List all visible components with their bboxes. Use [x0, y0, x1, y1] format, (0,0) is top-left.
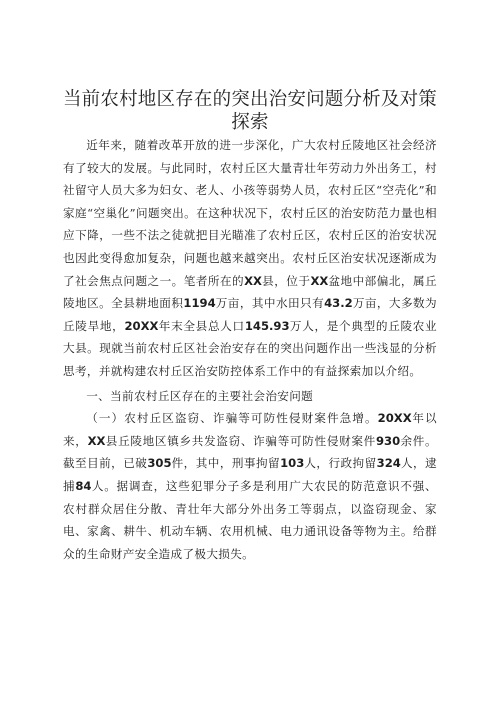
numeric-value: 324 [376, 456, 401, 471]
case-paragraph [63, 407, 437, 565]
text-run: 县丘陵地区镇乡共发盗窃、诈骗等可防性侵财案件 [105, 433, 376, 448]
text-run: 万人，是个典型的丘陵农业大县。现就当前农村丘区社会治安存在的突出问题作出一些浅显的分析思考，并就构建农村丘区治安防控体系工作中的有益探索加以介绍。 [63, 318, 437, 378]
text-run: 余件。截至目前，已破 [63, 433, 437, 471]
text-run: 年末全县总人口 [158, 318, 245, 333]
document-body [63, 134, 437, 565]
text-run: 近年来，随着改革开放的进一步深化，广大农村丘陵地区社会经济有了较大的发展。与此同时，农村丘区大量青壮年劳动力外出务工，村社留守人员大多为妇女、老人、小孩等弱势人员，农村丘区“空壳化”和家庭“空巢化”问题突出。在这种状况下，农村丘区的治安防范力量也相应下降，一些不法之徒就把目光瞄准了农村丘区，农村丘区的治安状况也因此变得愈加复杂，问题也越来越突出。农村丘区治安状况逐渐成为了社会焦点问题之一。笔者所在的 [63, 138, 437, 288]
section-heading: 一、当前农村丘区存在的主要社会治安问题 [86, 388, 314, 403]
numeric-value: XX [244, 273, 262, 288]
text-run: （一）农村丘区盗窃、诈骗等可防性侵财案件急增。 [86, 411, 378, 426]
text-run: 万亩，其中水田只有 [215, 296, 325, 311]
text-run: 盆地中部偏北，属丘陵地区。全县耕地面积 [63, 273, 437, 311]
numeric-value: XX [87, 433, 106, 448]
numeric-value: 84 [75, 478, 92, 493]
text-run: 人。据调查，这些犯罪分子多是利用广大农民的防范意识不强、农村群众居住分散、青壮年大部分外出务工等弱点，以盗窃现金、家电、家禽、耕牛、机动车辆、农用机械、电力通讯设备等物为主。给群众的生命财产安全造成了极大损失。 [63, 478, 437, 561]
text-run: 人，逮捕 [63, 456, 437, 493]
numeric-value: 145.93 [244, 318, 290, 333]
numeric-value: 1194 [183, 296, 216, 311]
numeric-value: 305 [147, 456, 172, 471]
text-run: 人，行政拘留 [304, 456, 377, 471]
numeric-value: 103 [280, 456, 305, 471]
numeric-value: 20XX [377, 411, 412, 426]
text-run: 万亩，大多数为丘陵旱地， [63, 296, 437, 333]
title-line-2: 探索 [231, 112, 269, 133]
intro-paragraph [63, 134, 437, 383]
numeric-value: 930 [375, 433, 401, 448]
text-run: 年以来， [63, 411, 437, 448]
document-title [40, 88, 460, 134]
title-line-1: 当前农村地区存在的突出治安问题分析及对策 [62, 89, 437, 110]
numeric-value: 43.2 [324, 296, 353, 311]
text-run: 县，位于 [262, 273, 311, 288]
numeric-value: 20XX [124, 318, 159, 333]
numeric-value: XX [310, 273, 329, 288]
text-run: 件，其中，刑事拘留 [171, 456, 281, 471]
